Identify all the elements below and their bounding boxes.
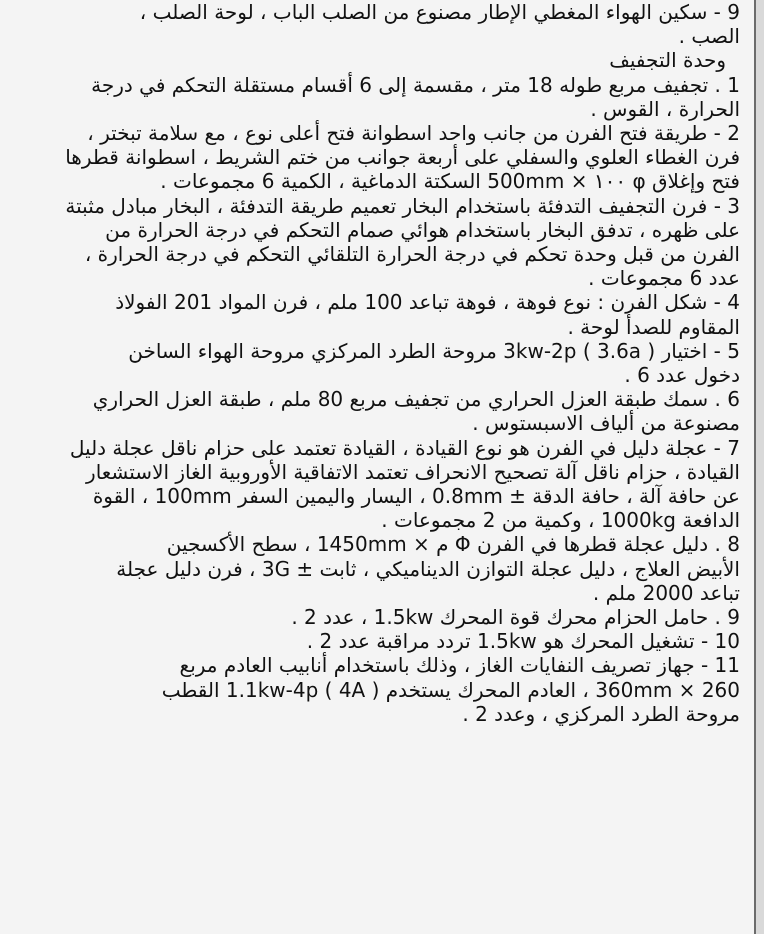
text-line: المقاوم للصدأ لوحة . — [567, 314, 740, 339]
text-line: 11 - جهاز تصريف النفايات الغاز ، وذلك باستخدام أنابيب العادم مربع — [179, 653, 740, 678]
text-line: الدافعة 1000kg ، وكمية من 2 مجموعات . — [381, 508, 740, 533]
text-line: 9 . حامل الحزام محرك قوة المحرك 1.5kw ، عدد 2 . — [291, 605, 740, 630]
text-line: 9 - سكين الهواء المغطي الإطار مصنوع من الصلب الباب ، لوحة الصلب ، — [139, 0, 740, 24]
text-line: عن حافة آلة ، حافة الدقة ± 0.8mm ، اليسار واليمين السفر 100mm ، القوة — [92, 484, 740, 509]
text-line: 7 - عجلة دليل في الفرن هو نوع القيادة ، القيادة تعتمد على حزام ناقل عجلة دليل — [69, 435, 740, 460]
text-line: دخول عدد 6 . — [624, 363, 740, 388]
text-line: 5 - اختيار ( 3.6a ) 3kw-2p مروحة الطرد المركزي مروحة الهواء الساخن — [128, 338, 740, 363]
text-line: فتح وإغلاق φ ١٠٠ × 500mm السكتة الدماغية ، الكمية 6 مجموعات . — [160, 169, 740, 194]
text-line: الحرارة ، القوس . — [590, 96, 740, 121]
text-line: الصب . — [678, 24, 740, 49]
text-line: فرن الغطاء العلوي والسفلي على أربعة جوانب من ختم الشريط ، اسطوانة قطرها — [65, 145, 740, 170]
text-line: 8 . دليل عجلة قطرها في الفرن Φ م × 1450mm ، سطح الأكسجين — [166, 532, 740, 557]
text-line: عدد 6 مجموعات . — [588, 266, 740, 291]
text-line: 10 - تشغيل المحرك هو 1.5kw تردد مراقبة عدد 2 . — [306, 629, 740, 654]
text-line: القيادة ، حزام ناقل آلة تصحيح الانحراف تعتمد الاتفاقية الأوروبية الغاز الاستشعار — [86, 459, 740, 484]
text-line: 260 × 360mm ، العادم المحرك يستخدم ( 4A ) 1.1kw-4p القطب — [161, 677, 740, 702]
text-line: وحدة التجفيف — [609, 48, 726, 73]
text-line: مروحة الطرد المركزي ، وعدد 2 . — [462, 701, 740, 726]
text-line: 4 - شكل الفرن : نوع فوهة ، فوهة تباعد 100 ملم ، فرن المواد 201 الفولاذ — [115, 290, 740, 315]
window-edge — [756, 0, 764, 934]
text-line: الفرن من قبل وحدة تحكم في درجة الحرارة التلقائي التحكم في درجة الحرارة ، — [84, 242, 740, 267]
text-line: تباعد 2000 ملم . — [592, 580, 740, 605]
text-line: 6 . سمك طبقة العزل الحراري من تجفيف مربع 80 ملم ، طبقة العزل الحراري — [92, 387, 740, 412]
text-line: مصنوعة من ألياف الاسبستوس . — [472, 411, 740, 436]
text-line: 2 - طريقة فتح الفرن من جانب واحد اسطوانة فتح أعلى نوع ، مع سلامة تبختر ، — [87, 121, 740, 146]
text-line: على ظهره ، تدفق البخار باستخدام هوائي صمام التحكم في درجة الحرارة من — [105, 217, 740, 242]
text-line: 1 . تجفيف مربع طوله 18 متر ، مقسمة إلى 6 أقسام مستقلة التحكم في درجة — [91, 72, 740, 97]
text-line: الأبيض العلاج ، دليل عجلة التوازن الديناميكي ، ثابت ± 3G ، فرن دليل عجلة — [116, 556, 740, 581]
text-line: 3 - فرن التجفيف التدفئة باستخدام البخار تعميم طريقة التدفئة ، البخار مبادل مثبتة — [65, 193, 740, 218]
